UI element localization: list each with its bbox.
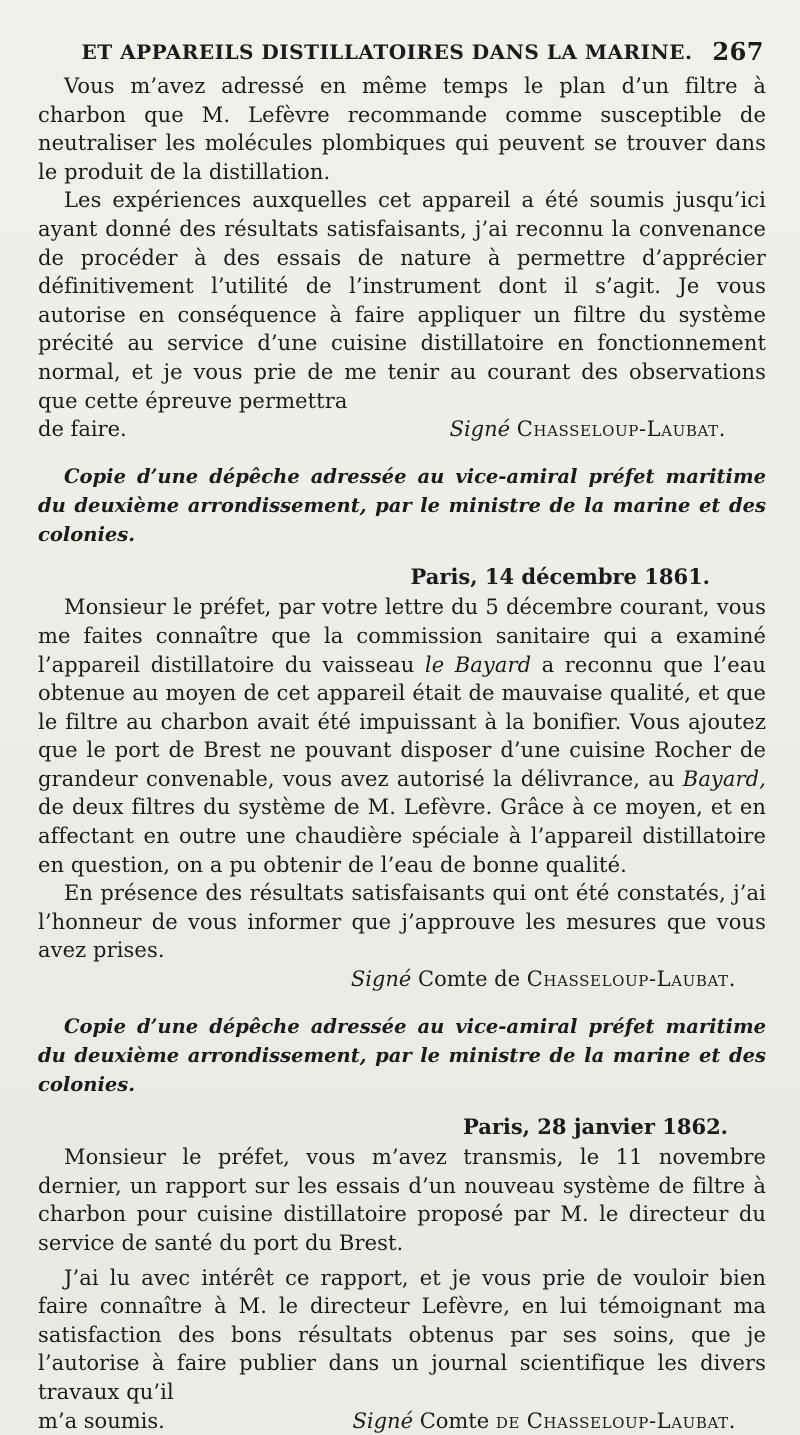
signature-line: [38, 1407, 766, 1435]
paragraph: [38, 593, 766, 879]
signature-word: Signé: [352, 1408, 413, 1433]
signature-word: Signé: [449, 417, 511, 442]
signature-name: Chasseloup-Laubat.: [526, 1408, 736, 1433]
signature-line: [38, 415, 766, 444]
paragraph: Monsieur le préfet, vous m’avez transmis, le 11 novembre dernier, un rapport sur les essais d’un nouveau système de filtre à charbon pour cuisine distillatoire proposé par M. le directeur du service de santé du port du Brest.: [38, 1145, 766, 1255]
paragraph-end: m’a soumis.: [38, 1408, 165, 1433]
paragraph-text: Les expériences auxquelles cet appareil a été soumis jusqu’ici ayant donné des résultats satisfaisants, j’ai reconnu la convenance de procéder à des essais de nature à permettre d’apprécier définitivement l’utilité de l’instrument dont il s’agit. Je vous autorise en conséquence à faire appliquer un filtre du système précité au service d’une cuisine distillatoire en fonctionnement normal, et je vous prie de me tenir au courant des observations que cette épreuve permettra: [38, 188, 766, 413]
dateline: Paris, 28 janvier 1862.: [462, 1113, 728, 1139]
ship-name: le Bayard: [424, 652, 532, 677]
paragraph: Vous m’avez adressé en même temps le plan d’un filtre à charbon que M. Lefèvre recommande comme susceptible de neutraliser les molécules plombiques qui peuvent se trouver dans le produit de la distillation.: [38, 74, 766, 184]
paragraph: En présence des résultats satisfaisants qui ont été constatés, j’ai l’honneur de vous informer que j’approuve les mesures que vous avez prises.: [38, 881, 766, 963]
signature: [38, 965, 766, 994]
dateline: Paris, 14 décembre 1861.: [410, 563, 710, 589]
page-number: 267: [712, 37, 764, 66]
paragraph-text: J’ai lu avec intérêt ce rapport, et je vous prie de vouloir bien faire connaître à M. le directeur Lefèvre, en lui témoignant ma satisfaction des bons résultats obtenus par ses soins, que je l’autorise à faire publier dans un journal scientifique les divers travaux qu’il: [38, 1265, 766, 1404]
paragraph: [38, 186, 766, 415]
signature-title: Comte: [419, 1408, 490, 1433]
paragraph-text: de deux filtres du système de M. Lefèvre. Grâce à ce moyen, et en affectant en outre une chaudière spéciale à l’appareil distillatoire en question, on a pu obtenir de l’eau de bonne qualité.: [38, 795, 766, 877]
signature-name: Chasseloup-Laubat.: [516, 417, 726, 442]
running-header: [38, 32, 766, 72]
dispatch-caption: Copie d’une dépêche adressée au vice-amiral préfet maritime du deuxième arrondissement, par le ministre de la marine et des colonies.: [38, 1014, 766, 1096]
paragraph-text: Monsieur le préfet, par votre lettre du 5 décembre courant, vous me faites connaître que la commission sanitaire qui a examiné l’appareil distillatoire du vaisseau: [38, 595, 766, 677]
ship-name: Bayard,: [682, 766, 766, 791]
signature: [353, 1407, 767, 1435]
dispatch-caption: Copie d’une dépêche adressée au vice-amiral préfet maritime du deuxième arrondissement, par le ministre de la marine et des colonies.: [38, 464, 766, 546]
signature: [450, 415, 766, 444]
signature-title: Comte de: [418, 967, 521, 992]
signature-particle: de: [495, 1408, 521, 1433]
paragraph-text: a reconnu que l’eau obtenue au moyen de cet appareil était de mauvaise qualité, et que le filtre au charbon avait été impuissant à la bonifier. Vous ajoutez que le port de Brest ne pouvant disposer d’une cuisine Rocher de grandeur convenable, vous avez autorisé la délivrance, au: [38, 652, 766, 791]
signature-word: Signé: [350, 967, 412, 992]
signature-name: Chasseloup-Laubat.: [526, 967, 736, 992]
running-title: ET APPAREILS DISTILLATOIRES DANS LA MARINE.: [81, 40, 693, 64]
paragraph-end: de faire.: [38, 417, 127, 442]
paragraph: [38, 1264, 766, 1407]
